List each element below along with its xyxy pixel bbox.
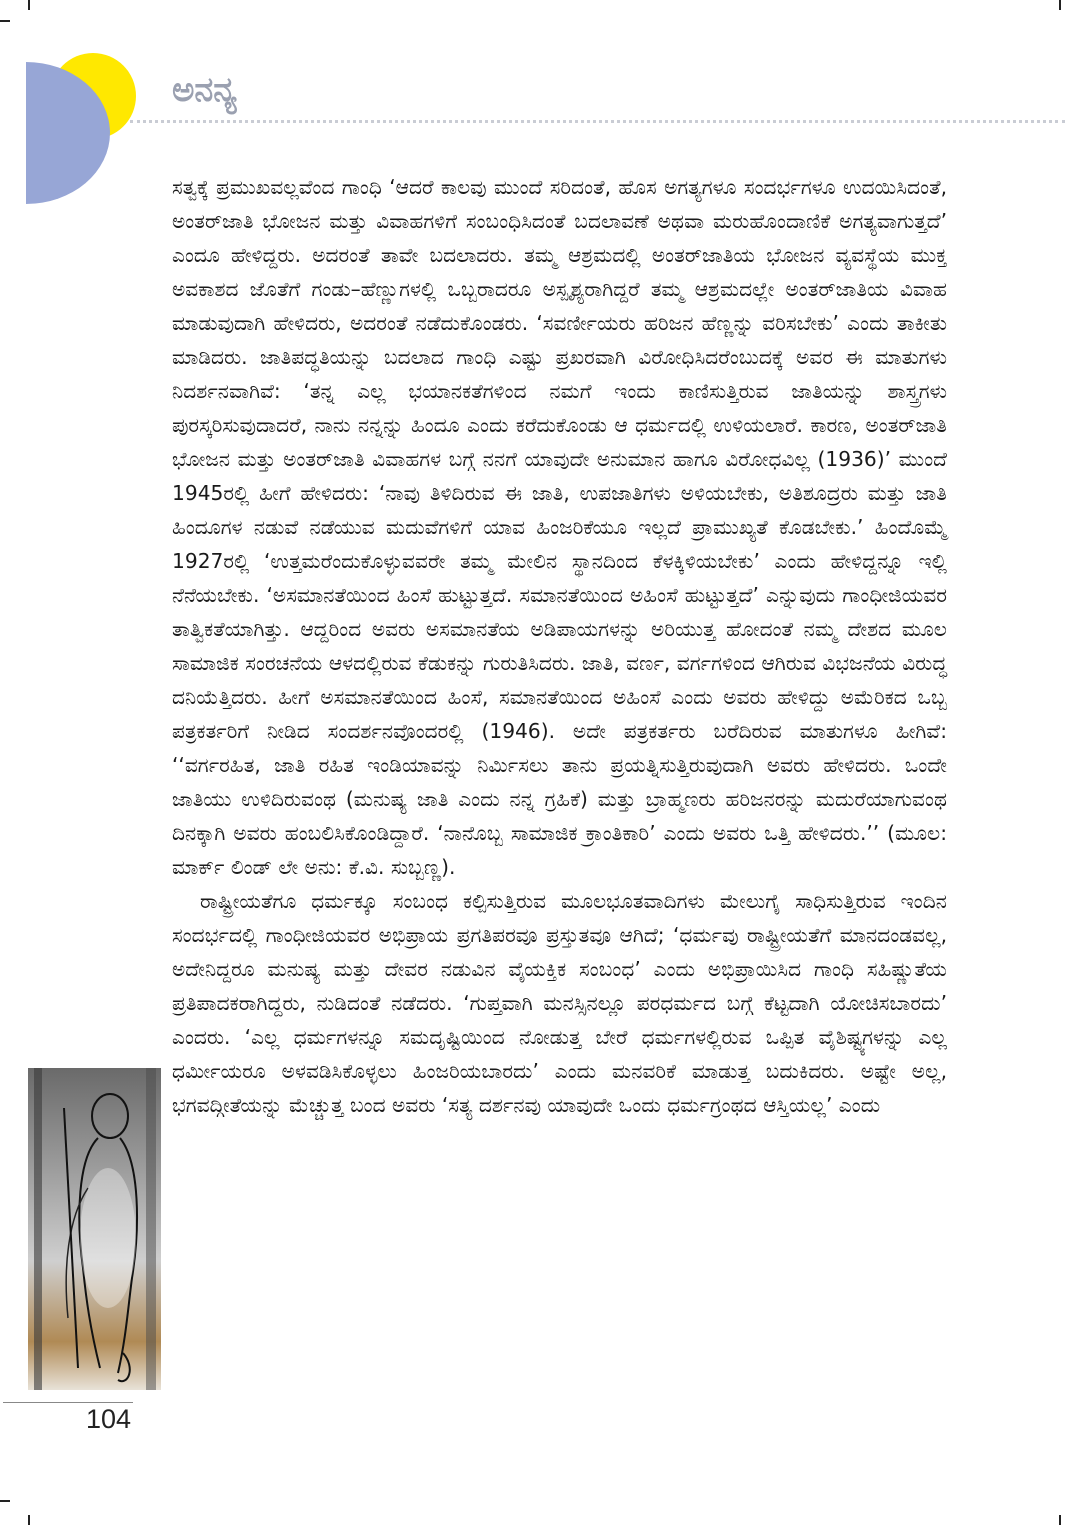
crop-mark-bottom-right <box>1059 1515 1061 1525</box>
crop-mark-left-bottom <box>0 1500 10 1502</box>
gandhi-illustration <box>28 1068 161 1390</box>
crop-mark-left-top <box>0 20 10 22</box>
paragraph-2: ರಾಷ್ಟ್ರೀಯತೆಗೂ ಧರ್ಮಕ್ಕೂ ಸಂಬಂಧ ಕಲ್ಪಿಸುತ್ತಿರುವ ಮೂಲಭೂತವಾದಿಗಳು ಮೇಲುಗೈ ಸಾಧಿಸುತ್ತಿರುವ ಇಂದಿನ ಸಂದರ್ಭದಲ್ಲಿ ಗಾಂಧೀಜಿಯವರ ಅಭಿಪ್ರಾಯ ಪ್ರಗತಿಪರವೂ ಪ್ರಸ್ತುತವೂ ಆಗಿದೆ; ‘ಧರ್ಮವು ರಾಷ್ಟ್ರೀಯತೆಗೆ ಮಾನದಂಡವಲ್ಲ, ಅದೇನಿದ್ದರೂ ಮನುಷ್ಯ ಮತ್ತು ದೇವರ ನಡುವಿನ ವೈಯಕ್ತಿಕ ಸಂಬಂಧ’ ಎಂದು ಅಭಿಪ್ರಾಯಿಸಿದ ಗಾಂಧಿ ಸಹಿಷ್ಣುತೆಯ ಪ್ರತಿಪಾದಕರಾಗಿದ್ದರು, ನುಡಿದಂತೆ ನಡೆದರು. ‘ಗುಪ್ತವಾಗಿ ಮನಸ್ಸಿನಲ್ಲೂ ಪರಧರ್ಮದ ಬಗ್ಗೆ ಕೆಟ್ಟದಾಗಿ ಯೋಚಿಸಬಾರದು’ ಎಂದರು. ‘ಎಲ್ಲ ಧರ್ಮಗಳನ್ನೂ ಸಮದೃಷ್ಟಿಯಿಂದ ನೋಡುತ್ತ ಬೇರೆ ಧರ್ಮಗಳಲ್ಲಿರುವ ಒಪ್ಪಿತ ವೈಶಿಷ್ಟ್ಯಗಳನ್ನು ಎಲ್ಲ ಧರ್ಮೀಯರೂ ಅಳವಡಿಸಿಕೊಳ್ಳಲು ಹಿಂಜರಿಯಬಾರದು’ ಎಂದು ಮನವರಿಕೆ ಮಾಡುತ್ತ ಬದುಕಿದರು. ಅಷ್ಟೇ ಅಲ್ಲ, ಭಗವದ್ಗೀತೆಯನ್ನು ಮೆಚ್ಚುತ್ತ ಬಂದ ಅವರು ‘ಸತ್ಯ ದರ್ಶನವು ಯಾವುದೇ ಒಂದು ಧರ್ಮಗ್ರಂಥದ ಆಸ್ತಿಯಲ್ಲ’ ಎಂದು <box>172 889 947 1117</box>
header-dotted-rule <box>130 120 1065 123</box>
running-header-title: ಅನನ್ಯ <box>172 70 237 110</box>
page-number: 104 <box>86 1404 132 1434</box>
body-text <box>172 170 947 1122</box>
crop-mark-top-right <box>1059 0 1061 10</box>
page-number-rule <box>3 1402 133 1403</box>
paragraph-1: ಸತ್ವಕ್ಕೆ ಪ್ರಮುಖವಲ್ಲವೆಂದ ಗಾಂಧಿ ‘ಆದರೆ ಕಾಲವು ಮುಂದೆ ಸರಿದಂತೆ, ಹೊಸ ಅಗತ್ಯಗಳೂ ಸಂದರ್ಭಗಳೂ ಉದಯಿಸಿದಂತೆ, ಅಂತರ್‌ಜಾತಿ ಭೋಜನ ಮತ್ತು ವಿವಾಹಗಳಿಗೆ ಸಂಬಂಧಿಸಿದಂತೆ ಬದಲಾವಣೆ ಅಥವಾ ಮರುಹೊಂದಾಣಿಕೆ ಅಗತ್ಯವಾಗುತ್ತದೆ’ ಎಂದೂ ಹೇಳಿದ್ದರು. ಅದರಂತೆ ತಾವೇ ಬದಲಾದರು. ತಮ್ಮ ಆಶ್ರಮದಲ್ಲಿ ಅಂತರ್‌ಜಾತಿಯ ಭೋಜನ ವ್ಯವಸ್ಥೆಯ ಮುಕ್ತ ಅವಕಾಶದ ಜೊತೆಗೆ ಗಂಡು–ಹೆಣ್ಣುಗಳಲ್ಲಿ ಒಬ್ಬರಾದರೂ ಅಸ್ಪೃಶ್ಯರಾಗಿದ್ದರೆ ತಮ್ಮ ಆಶ್ರಮದಲ್ಲೇ ಅಂತರ್‌ಜಾತಿಯ ವಿವಾಹ ಮಾಡುವುದಾಗಿ ಹೇಳಿದರು, ಅದರಂತೆ ನಡೆದುಕೊಂಡರು. ‘ಸವರ್ಣೀಯರು ಹರಿಜನ ಹೆಣ್ಣನ್ನು ವರಿಸಬೇಕು’ ಎಂದು ತಾಕೀತು ಮಾಡಿದರು. ಜಾತಿಪದ್ಧತಿಯನ್ನು ಬದಲಾದ ಗಾಂಧಿ ಎಷ್ಟು ಪ್ರಖರವಾಗಿ ವಿರೋಧಿಸಿದರೆಂಬುದಕ್ಕೆ ಅವರ ಈ ಮಾತುಗಳು ನಿದರ್ಶನವಾಗಿವೆ: ‘ತನ್ನ ಎಲ್ಲ ಭಯಾನಕತೆಗಳಿಂದ ನಮಗೆ ಇಂದು ಕಾಣಿಸುತ್ತಿರುವ ಜಾತಿಯನ್ನು ಶಾಸ್ತ್ರಗಳು ಪುರಸ್ಕರಿಸುವುದಾದರೆ, ನಾನು ನನ್ನನ್ನು ಹಿಂದೂ ಎಂದು ಕರೆದುಕೊಂಡು ಆ ಧರ್ಮದಲ್ಲಿ ಉಳಿಯಲಾರೆ. ಕಾರಣ, ಅಂತರ್‌ಜಾತಿ ಭೋಜನ ಮತ್ತು ಅಂತರ್‌ಜಾತಿ ವಿವಾಹಗಳ ಬಗ್ಗೆ ನನಗೆ ಯಾವುದೇ ಅನುಮಾನ ಹಾಗೂ ವಿರೋಧವಿಲ್ಲ (1936)’ ಮುಂದೆ 1945ರಲ್ಲಿ ಹೀಗೆ ಹೇಳಿದರು: ‘ನಾವು ತಿಳಿದಿರುವ ಈ ಜಾತಿ, ಉಪಜಾತಿಗಳು ಅಳಿಯಬೇಕು, ಅತಿಶೂದ್ರರು ಮತ್ತು ಜಾತಿ ಹಿಂದೂಗಳ ನಡುವೆ ನಡೆಯುವ ಮದುವೆಗಳಿಗೆ ಯಾವ ಹಿಂಜರಿಕೆಯೂ ಇಲ್ಲದೆ ಪ್ರಾಮುಖ್ಯತೆ ಕೊಡಬೇಕು.’ ಹಿಂದೊಮ್ಮೆ 1927ರಲ್ಲಿ ‘ಉತ್ತಮರೆಂದುಕೊಳ್ಳುವವರೇ ತಮ್ಮ ಮೇಲಿನ ಸ್ಥಾನದಿಂದ ಕೆಳಕ್ಕಿಳಿಯಬೇಕು’ ಎಂದು ಹೇಳಿದ್ದನ್ನೂ ಇಲ್ಲಿ ನೆನೆಯಬೇಕು. ‘ಅಸಮಾನತೆಯಿಂದ ಹಿಂಸೆ ಹುಟ್ಟುತ್ತದೆ. ಸಮಾನತೆಯಿಂದ ಅಹಿಂಸೆ ಹುಟ್ಟುತ್ತದೆ’ ಎನ್ನುವುದು ಗಾಂಧೀಜಿಯವರ ತಾತ್ವಿಕತೆಯಾಗಿತ್ತು. ಆದ್ದರಿಂದ ಅವರು ಅಸಮಾನತೆಯ ಅಡಿಪಾಯಗಳನ್ನು ಅರಿಯುತ್ತ ಹೋದಂತೆ ನಮ್ಮ ದೇಶದ ಮೂಲ ಸಾಮಾಜಿಕ ಸಂರಚನೆಯ ಆಳದಲ್ಲಿರುವ ಕೆಡುಕನ್ನು ಗುರುತಿಸಿದರು. ಜಾತಿ, ವರ್ಣ, ವರ್ಗಗಳಿಂದ ಆಗಿರುವ ವಿಭಜನೆಯ ವಿರುದ್ಧ ದನಿಯೆತ್ತಿದರು. ಹೀಗೆ ಅಸಮಾನತೆಯಿಂದ ಹಿಂಸೆ, ಸಮಾನತೆಯಿಂದ ಅಹಿಂಸೆ ಎಂದು ಅವರು ಹೇಳಿದ್ದು ಅಮೆರಿಕದ ಒಬ್ಬ ಪತ್ರಕರ್ತರಿಗೆ ನೀಡಿದ ಸಂದರ್ಶನವೊಂದರಲ್ಲಿ (1946). ಅದೇ ಪತ್ರಕರ್ತರು ಬರೆದಿರುವ ಮಾತುಗಳೂ ಹೀಗಿವೆ: ‘‘ವರ್ಗರಹಿತ, ಜಾತಿ ರಹಿತ ಇಂಡಿಯಾವನ್ನು ನಿರ್ಮಿಸಲು ತಾನು ಪ್ರಯತ್ನಿಸುತ್ತಿರುವುದಾಗಿ ಅವರು ಹೇಳಿದರು. ಒಂದೇ ಜಾತಿಯು ಉಳಿದಿರುವಂಥ (ಮನುಷ್ಯ ಜಾತಿ ಎಂದು ನನ್ನ ಗ್ರಹಿಕೆ) ಮತ್ತು ಬ್ರಾಹ್ಮಣರು ಹರಿಜನರನ್ನು ಮದುರೆಯಾಗುವಂಥ ದಿನಕ್ಕಾಗಿ ಅವರು ಹಂಬಲಿಸಿಕೊಂಡಿದ್ದಾರೆ. ‘ನಾನೊಬ್ಬ ಸಾಮಾಜಿಕ ಕ್ರಾಂತಿಕಾರಿ’ ಎಂದು ಅವರು ಒತ್ತಿ ಹೇಳಿದರು.’’ (ಮೂಲ: ಮಾರ್ಕ್ ಲಿಂಡ್ ಲೇ ಅನು: ಕೆ.ವಿ. ಸುಬ್ಬಣ್ಣ). <box>172 175 947 879</box>
crop-mark-top-left <box>28 0 30 10</box>
crop-mark-bottom-left <box>28 1515 30 1525</box>
